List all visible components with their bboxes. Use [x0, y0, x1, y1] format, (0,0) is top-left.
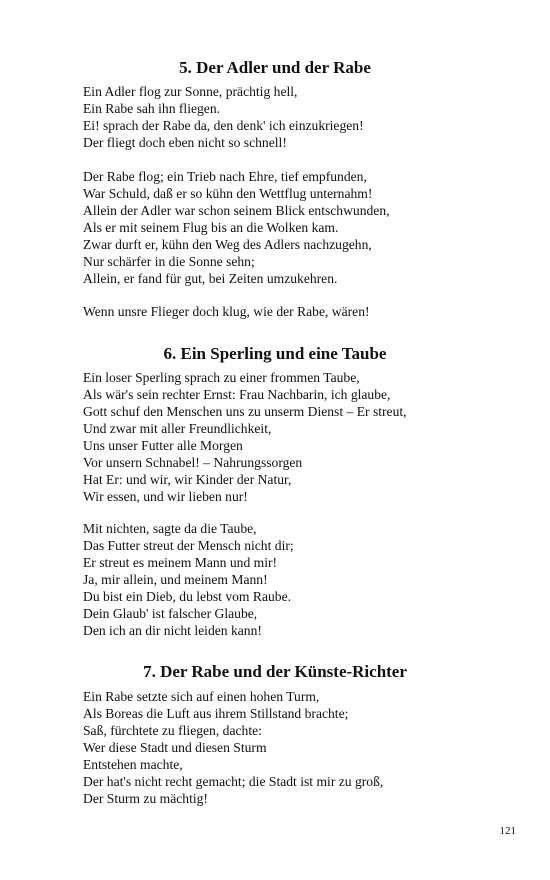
page-number: 121 — [499, 825, 516, 837]
section-title: 7. Der Rabe und der Künste-Richter — [143, 662, 407, 681]
verse-line: Uns unser Futter alle Morgen — [83, 438, 243, 453]
verse-line: Entstehen machte, — [83, 757, 183, 772]
verse-line: Ein loser Sperling sprach zu einer frommen Taube, — [83, 370, 360, 385]
verse-line: Du bist ein Dieb, du lebst vom Raube. — [83, 589, 292, 604]
verse-line: Allein der Adler war schon seinem Blick entschwunden, — [83, 203, 390, 218]
section-title: 6. Ein Sperling und eine Taube — [163, 344, 387, 363]
verse-line: Allein, er fand für gut, bei Zeiten umzukehren. — [83, 271, 338, 286]
verse-line: Der fliegt doch eben nicht so schnell! — [83, 135, 287, 150]
verse-line: Ein Adler flog zur Sonne, prächtig hell, — [83, 84, 298, 99]
verse-line: Zwar durft er, kühn den Weg des Adlers nachzugehn, — [83, 237, 372, 252]
verse-line: Ei! sprach der Rabe da, den denk' ich einzukriegen! — [83, 118, 364, 133]
verse-line: Nur schärfer in die Sonne sehn; — [83, 254, 255, 269]
verse-line: War Schuld, daß er so kühn den Wettflug unternahm! — [83, 186, 373, 201]
verse-line: Wer diese Stadt und diesen Sturm — [83, 740, 267, 755]
verse-line: Hat Er: und wir, wir Kinder der Natur, — [83, 472, 292, 487]
verse-line: Er streut es meinem Mann und mir! — [83, 555, 278, 570]
verse-line: Ja, mir allein, und meinem Mann! — [83, 572, 268, 587]
verse-line: Als wär's sein rechter Ernst: Frau Nachbarin, ich glaube, — [83, 387, 391, 402]
verse-line: Saß, fürchtete zu fliegen, dachte: — [83, 723, 262, 738]
stanza — [83, 83, 523, 151]
verse-line: Ein Rabe sah ihn fliegen. — [83, 101, 221, 116]
section-title: 5. Der Adler und der Rabe — [179, 58, 371, 77]
stanza — [83, 369, 523, 505]
verse-line: Und zwar mit aller Freundlichkeit, — [83, 421, 272, 436]
verse-line: Der Sturm zu mächtig! — [83, 791, 208, 806]
stanza — [83, 303, 523, 320]
verse-line: Vor unsern Schnabel! – Nahrungssorgen — [83, 455, 303, 470]
verse-line: Ein Rabe setzte sich auf einen hohen Turm, — [83, 689, 320, 704]
verse-line: Mit nichten, sagte da die Taube, — [83, 521, 257, 536]
verse-line: Das Futter streut der Mensch nicht dir; — [83, 538, 294, 553]
verse-line: Den ich an dir nicht leiden kann! — [83, 623, 262, 638]
verse-line: Der Rabe flog; ein Trieb nach Ehre, tief empfunden, — [83, 169, 367, 184]
verse-line: Gott schuf den Menschen uns zu unserm Dienst – Er streut, — [83, 404, 407, 419]
verse-line: Als Boreas die Luft aus ihrem Stillstand brachte; — [83, 706, 349, 721]
stanza — [83, 520, 523, 639]
verse-line: Wir essen, und wir lieben nur! — [83, 489, 248, 504]
verse-line: Der hat's nicht recht gemacht; die Stadt ist mir zu groß, — [83, 774, 384, 789]
stanza — [83, 168, 523, 287]
verse-line: Als er mit seinem Flug bis an die Wolken kam. — [83, 220, 339, 235]
stanza — [83, 688, 523, 807]
verse-line: Wenn unsre Flieger doch klug, wie der Rabe, wären! — [83, 304, 370, 319]
verse-line: Dein Glaub' ist falscher Glaube, — [83, 606, 258, 621]
